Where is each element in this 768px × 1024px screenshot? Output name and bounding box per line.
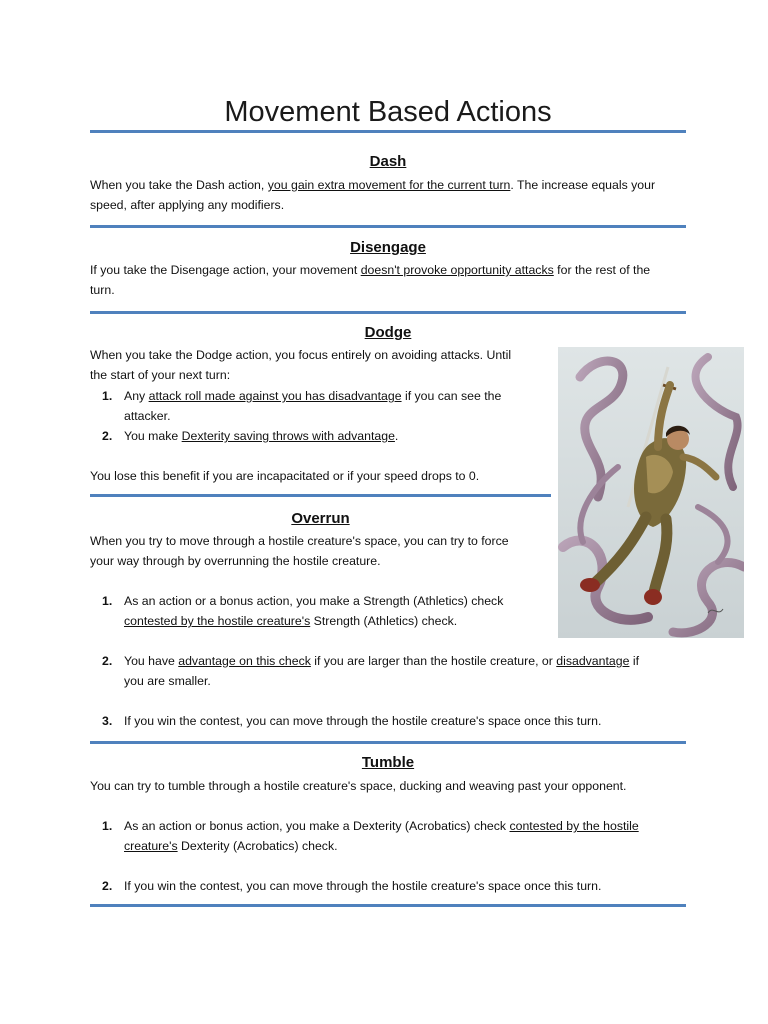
tumble-item-1-line-1: As an action or bonus action, you make a Dexterity (Acrobatics) check contested by the hostile [124, 819, 639, 833]
tumble-heading: Tumble [361, 754, 415, 771]
dash-text-line-1: When you take the Dash action, you gain extra movement for the current turn. The increase equals your [90, 178, 656, 192]
list-number: 2. [102, 654, 113, 668]
disengage-heading: Disengage [350, 239, 426, 256]
list-number: 1. [102, 389, 113, 403]
overrun-heading: Overrun [291, 510, 350, 527]
dash-emphasis: you gain extra movement for the current turn [267, 178, 511, 192]
disengage-text-line-1: If you take the Disengage action, your movement doesn't provoke opportunity attacks for the rest of the [90, 263, 651, 277]
list-number: 2. [102, 429, 113, 443]
list-number: 1. [102, 819, 113, 833]
disengage-emphasis: doesn't provoke opportunity attacks [360, 263, 554, 277]
section-divider [90, 741, 686, 744]
dash-text-line-2: speed, after applying any modifiers. [90, 198, 285, 212]
overrun-item-2-line-1: You have advantage on this check if you are larger than the hostile creature, or disadvantage if [124, 654, 640, 668]
tumble-intro: You can try to tumble through a hostile creature's space, ducking and weaving past your opponent. [90, 779, 627, 793]
overrun-intro-line-2: your way through by overrunning the hostile creature. [90, 554, 381, 568]
adventurer-artwork [558, 347, 744, 638]
overrun-item-1-line-2: contested by the hostile creature's Strength (Athletics) check. [124, 614, 458, 628]
dodge-closing: You lose this benefit if you are incapacitated or if your speed drops to 0. [90, 469, 480, 483]
adventurer-illustration-icon [558, 347, 744, 638]
overrun-intro-line-1: When you try to move through a hostile creature's space, you can try to force [90, 534, 509, 548]
section-divider [90, 225, 686, 228]
dash-heading: Dash [369, 153, 407, 170]
tumble-item-2: If you win the contest, you can move through the hostile creature's space once this turn. [124, 879, 602, 893]
dodge-item-1-line-1: Any attack roll made against you has disadvantage if you can see the [124, 389, 502, 403]
section-divider [90, 130, 686, 133]
list-number: 1. [102, 594, 113, 608]
dodge-item-1-line-2: attacker. [124, 409, 171, 423]
section-divider [90, 904, 686, 907]
overrun-item-1-line-1: As an action or a bonus action, you make a Strength (Athletics) check [124, 594, 504, 608]
dodge-intro-line-2: the start of your next turn: [90, 368, 231, 382]
section-divider [90, 494, 551, 497]
tumble-item-1-line-2: creature's Dexterity (Acrobatics) check. [124, 839, 338, 853]
overrun-item-2-line-2: you are smaller. [124, 674, 211, 688]
overrun-item-3: If you win the contest, you can move through the hostile creature's space once this turn. [124, 714, 602, 728]
dodge-intro-line-1: When you take the Dodge action, you focus entirely on avoiding attacks. Until [90, 348, 512, 362]
section-divider [90, 311, 686, 314]
dodge-item-2: You make Dexterity saving throws with advantage. [124, 429, 399, 443]
list-number: 3. [102, 714, 113, 728]
disengage-text-line-2: turn. [90, 283, 115, 297]
dodge-heading: Dodge [364, 324, 412, 341]
list-number: 2. [102, 879, 113, 893]
page-title: Movement Based Actions [224, 96, 552, 128]
